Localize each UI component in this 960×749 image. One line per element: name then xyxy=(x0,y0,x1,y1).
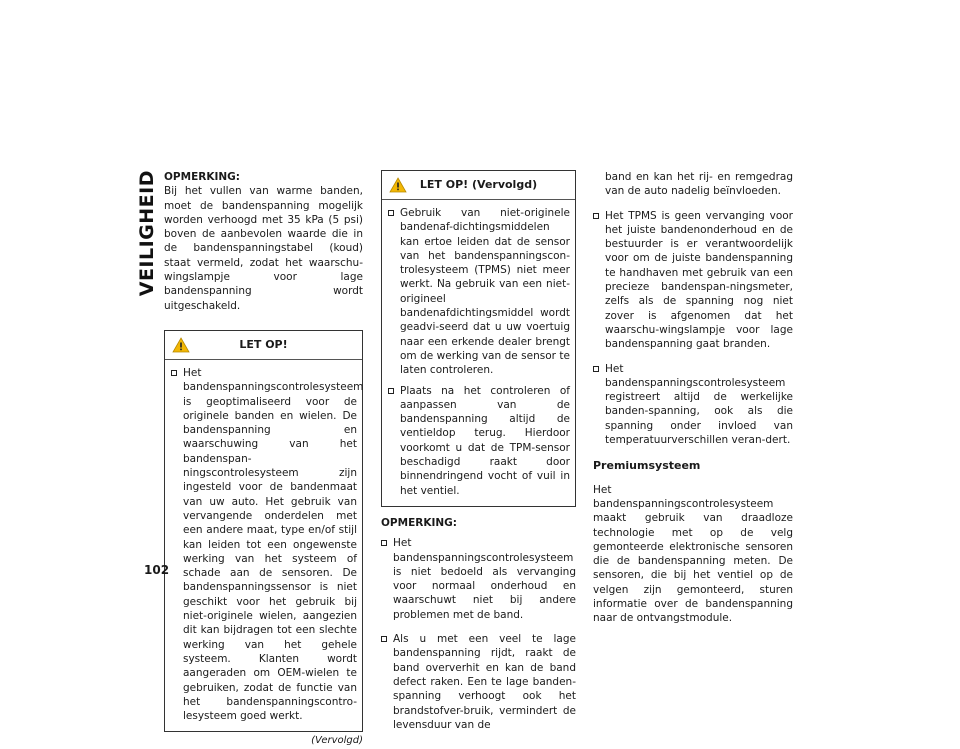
bullet-square-icon xyxy=(593,213,599,219)
note-paragraph: Bij het vullen van warme banden, moet de bandenspanning mogelijk worden verhoogd met 35 kPa (5 psi) boven de aanbevolen waarde die in de bandenspanningstabel (koud) staat vermeld, zodat het waarschu-wingslampje voor lage bandenspanning wordt uitgeschakeld. xyxy=(164,185,363,312)
bullet-square-icon xyxy=(388,210,394,216)
bullet-square-icon xyxy=(388,388,394,394)
column-3 xyxy=(593,170,793,626)
list-item: Het bandenspanningscontrolesysteem is niet bedoeld als vervanging voor normaal onderhoud en waarschuwt niet bij andere problemen met de band. xyxy=(381,536,576,622)
caution-title: LET OP! (Vervolgd) xyxy=(419,178,538,191)
bullet-square-icon xyxy=(171,370,177,376)
column-1 xyxy=(164,170,363,749)
column-2 xyxy=(381,170,576,742)
section-subheading: Premiumsysteem xyxy=(593,459,701,473)
section-title: VEILIGHEID xyxy=(136,170,158,297)
section-side-tab xyxy=(136,170,158,297)
caution-box-continued xyxy=(381,170,576,507)
body-paragraph: Het bandenspanningscontrolesysteem maakt gebruik van draadloze technologie met op de velg gemonteerde elektronische sensoren die de bandenspanning meten. De sensoren, die bij het ventiel op de velgen zijn gemonteerd, sturen informatie over de bandenspanning naar de ontvangstmodule. xyxy=(593,483,793,625)
page-number: 102 xyxy=(144,563,170,577)
note-list xyxy=(593,209,793,448)
note-heading: OPMERKING: xyxy=(381,516,457,529)
caution-box xyxy=(164,330,363,732)
note-heading: OPMERKING: xyxy=(164,171,240,183)
caution-item: Het bandenspanningscontrolesysteem is geoptimaliseerd voor de originele banden en wielen. De bandenspanning en waarschuwing van het bandenspan-ningscontrolesysteem zijn ingesteld voor de bandenmaat van uw auto. Het gebruik van vervangende onderdelen met een andere maat, type en/of stijl kan leiden tot een ongewenste werking van het systeem of schade aan de sensoren. De bandenspanningssensor is niet geschikt voor het gebruik bij niet-originele wielen, aangezien dit kan bijdragen tot een slechte werking van het gehele systeem. Klanten wordt aangeraden om OEM-wielen te gebruiken, zodat de functie van het bandenspanningscontro-lesysteem goed werkt. xyxy=(171,366,357,723)
caution-item: Gebruik van niet-originele bandenaf-dichtingsmiddelen kan ertoe leiden dat de sensor van het bandenspanningscon-trolesysteem (TPMS) niet meer werkt. Na gebruik van een niet-origineel bandenafdichtingsmiddel wordt geadvi-seerd dat u uw voertuig naar een erkende dealer brengt om de werking van de sensor te laten controleren. xyxy=(388,206,570,378)
caution-box-header xyxy=(165,331,362,360)
bullet-square-icon xyxy=(593,366,599,372)
bullet-square-icon xyxy=(381,540,387,546)
caution-item: Plaats na het controleren of aanpassen van de bandenspanning altijd de ventieldop terug. Hierdoor voorkomt u dat de TPM-sensor beschadigd raakt door binnendringend vocht of vuil in het ventiel. xyxy=(388,384,570,498)
note-list xyxy=(381,536,576,732)
list-item: Het bandenspanningscontrolesysteem registreert altijd de werkelijke banden-spanning, ook als die spanning onder invloed van temperatuurverschillen veran-dert. xyxy=(593,362,793,448)
caution-box-header xyxy=(382,171,575,200)
list-item: Het TPMS is geen vervanging voor het juiste bandenonderhoud en de bestuurder is er verantwoordelijk voor om de juiste bandenspanning te handhaven met gebruik van een precieze bandenspan-ningsmeter, zelfs als de spanning nog niet zover is afgenomen dat het waarschu-wingslampje voor lage bandenspanning gaat branden. xyxy=(593,209,793,352)
continued-label: (Vervolgd) xyxy=(311,735,363,747)
list-item: Als u met een veel te lage bandenspanning rijdt, raakt de band oververhit en kan de band defect raken. Een te lage banden-spanning verhoogt ook het brandstofver-bruik, vermindert de levensduur van de xyxy=(381,632,576,732)
list-item-continuation: band en kan het rij- en remgedrag van de auto nadelig beïnvloeden. xyxy=(605,171,793,198)
caution-title: LET OP! xyxy=(239,337,288,351)
bullet-square-icon xyxy=(381,636,387,642)
